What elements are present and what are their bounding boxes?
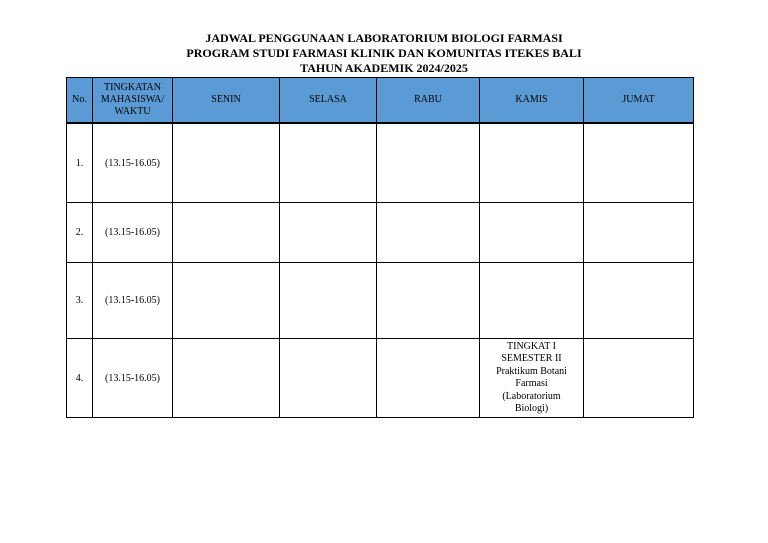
title-line-1: JADWAL PENGGUNAAN LABORATORIUM BIOLOGI FARMASI (205, 31, 563, 45)
cell-senin (173, 123, 280, 203)
cell-rabu (377, 339, 480, 418)
header-tingkatan-line-1: TINGKATAN (104, 82, 161, 93)
cell-rabu (377, 263, 480, 339)
cell-waktu: (13.15-16.05) (93, 263, 173, 339)
cell-no: 3. (67, 263, 93, 339)
cell-rabu (377, 203, 480, 263)
cell-waktu: (13.15-16.05) (93, 123, 173, 203)
header-rabu: RABU (377, 78, 480, 124)
kamis-note-line-5: (Laboratorium (502, 390, 561, 402)
table-header-row (67, 78, 694, 124)
cell-selasa (280, 123, 377, 203)
cell-jumat (584, 339, 694, 418)
table-row (67, 339, 694, 418)
cell-waktu: (13.15-16.05) (93, 339, 173, 418)
header-tingkatan (93, 78, 173, 124)
cell-jumat (584, 203, 694, 263)
cell-senin (173, 203, 280, 263)
cell-jumat (584, 263, 694, 339)
cell-waktu: (13.15-16.05) (93, 203, 173, 263)
cell-jumat (584, 123, 694, 203)
kamis-note-line-4: Farmasi (515, 378, 548, 389)
header-selasa: SELASA (280, 78, 377, 124)
table-row (67, 203, 694, 263)
kamis-note-line-1: TINGKAT I (507, 340, 556, 352)
cell-selasa (280, 263, 377, 339)
document-title (66, 31, 702, 76)
lab-schedule-table (66, 77, 694, 418)
cell-rabu (377, 123, 480, 203)
cell-selasa (280, 203, 377, 263)
title-line-3: TAHUN AKADEMIK 2024/2025 (300, 61, 468, 75)
header-jumat: JUMAT (584, 78, 694, 124)
table-row (67, 263, 694, 339)
header-no: No. (67, 78, 93, 124)
cell-no: 2. (67, 203, 93, 263)
kamis-note-line-2: SEMESTER II (501, 353, 562, 364)
cell-senin (173, 263, 280, 339)
cell-selasa (280, 339, 377, 418)
cell-no: 4. (67, 339, 93, 418)
table-row (67, 123, 694, 203)
cell-kamis-praktikum (480, 339, 584, 418)
cell-kamis (480, 263, 584, 339)
header-tingkatan-line-3: WAKTU (114, 106, 151, 117)
header-tingkatan-line-2: MAHASISWA/ (100, 94, 165, 105)
header-senin: SENIN (173, 78, 280, 124)
kamis-note-line-3: Praktikum Botani (496, 365, 567, 377)
cell-kamis (480, 123, 584, 203)
title-line-2: PROGRAM STUDI FARMASI KLINIK DAN KOMUNITAS ITEKES BALI (186, 46, 582, 60)
cell-senin (173, 339, 280, 418)
header-kamis: KAMIS (480, 78, 584, 124)
kamis-note-line-6: Biologi) (514, 403, 549, 414)
cell-no: 1. (67, 123, 93, 203)
cell-kamis (480, 203, 584, 263)
